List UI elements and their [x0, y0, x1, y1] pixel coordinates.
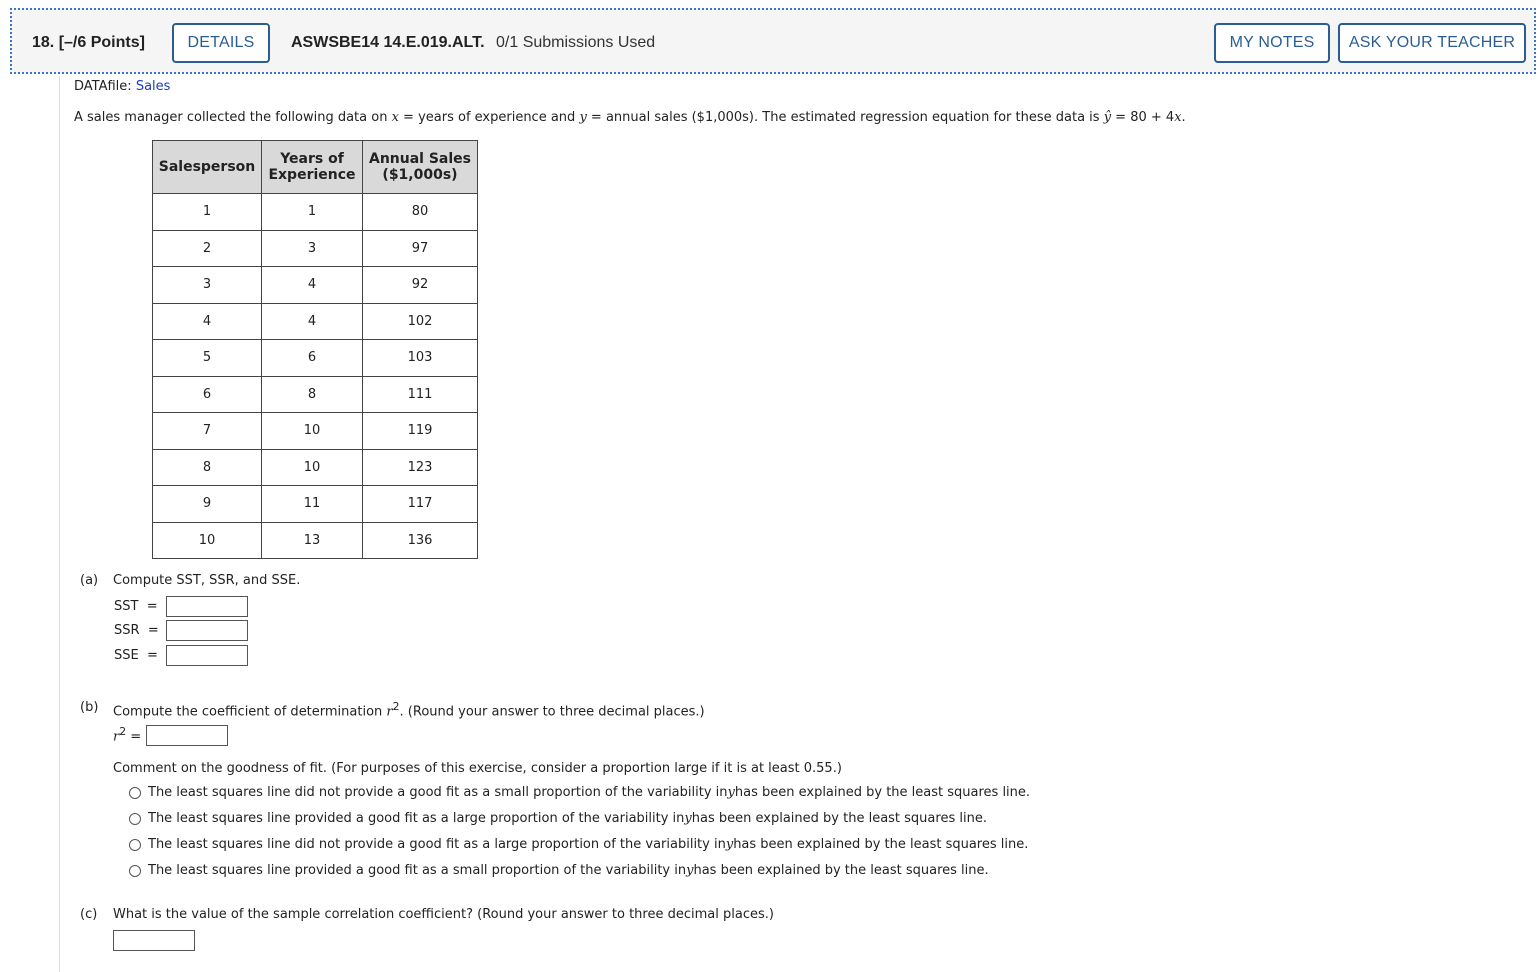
- col-years-experience: Years of Experience: [262, 141, 363, 194]
- table-cell: 5: [153, 340, 262, 377]
- content-left-rule: [59, 76, 60, 972]
- my-notes-button[interactable]: MY NOTES: [1214, 23, 1330, 63]
- fit-option-3[interactable]: The least squares line did not provide a good fit as a large proportion of the variability in y has been explained by the least squares line.: [129, 837, 1028, 852]
- sse-label: SSE =: [114, 648, 158, 663]
- radio-button[interactable]: [129, 839, 141, 851]
- table-header-row: [153, 141, 478, 194]
- table-cell: 119: [363, 413, 478, 450]
- table-cell: 6: [153, 376, 262, 413]
- ssr-label: SSR =: [114, 623, 159, 638]
- table-cell: 103: [363, 340, 478, 377]
- table-row: [153, 303, 478, 340]
- assignment-code: ASWSBE14 14.E.019.ALT.: [291, 34, 485, 51]
- sse-input[interactable]: [166, 645, 248, 666]
- r-squared-label: $r^2$ =: [113, 725, 142, 745]
- part-a-prompt: Compute SST, SSR, and SSE.: [113, 573, 301, 588]
- table-row: [153, 340, 478, 377]
- details-button[interactable]: DETAILS: [172, 23, 270, 63]
- table-cell: 136: [363, 522, 478, 559]
- col-salesperson: Salesperson: [153, 141, 262, 194]
- ssr-input[interactable]: [166, 620, 248, 641]
- table-cell: 97: [363, 230, 478, 267]
- table-cell: 1: [153, 194, 262, 231]
- table-cell: 92: [363, 267, 478, 304]
- table-cell: 10: [262, 413, 363, 450]
- table-cell: 7: [153, 413, 262, 450]
- table-cell: 4: [153, 303, 262, 340]
- datafile-line: DATAfile: Sales: [74, 79, 171, 94]
- table-cell: 4: [262, 303, 363, 340]
- fit-option-2[interactable]: The least squares line provided a good fit as a large proportion of the variability in y has been explained by the least squares line.: [129, 811, 987, 826]
- problem-statement: A sales manager collected the following data on x = years of experience and y = annual sales ($1,000s). The estimated regression equation for these data is ŷ = 80 + 4x.: [74, 110, 1186, 125]
- table-row: [153, 449, 478, 486]
- radio-button[interactable]: [129, 865, 141, 877]
- table-cell: 10: [153, 522, 262, 559]
- table-cell: 117: [363, 486, 478, 523]
- submissions-used: 0/1 Submissions Used: [496, 34, 656, 51]
- ask-your-teacher-button[interactable]: ASK YOUR TEACHER: [1338, 23, 1526, 63]
- sst-label: SST =: [114, 599, 158, 614]
- table-row: [153, 194, 478, 231]
- question-header: [10, 8, 1536, 74]
- fit-option-1[interactable]: The least squares line did not provide a good fit as a small proportion of the variability in y has been explained by the least squares line.: [129, 785, 1030, 800]
- table-cell: 4: [262, 267, 363, 304]
- col-annual-sales: Annual Sales ($1,000s): [363, 141, 478, 194]
- part-c-prompt: What is the value of the sample correlation coefficient? (Round your answer to three decimal places.): [113, 907, 774, 922]
- table-cell: 1: [262, 194, 363, 231]
- part-a-label: (a): [80, 573, 99, 588]
- table-row: [153, 413, 478, 450]
- goodness-of-fit-prompt: Comment on the goodness of fit. (For purposes of this exercise, consider a proportion large if it is at least 0.55.): [113, 761, 842, 776]
- table-cell: 3: [153, 267, 262, 304]
- table-cell: 8: [153, 449, 262, 486]
- table-cell: 111: [363, 376, 478, 413]
- table-cell: 102: [363, 303, 478, 340]
- datafile-link[interactable]: Sales: [135, 79, 171, 94]
- part-c-label: (c): [80, 907, 98, 922]
- r-squared-input[interactable]: [146, 725, 228, 746]
- table-cell: 3: [262, 230, 363, 267]
- table-row: [153, 486, 478, 523]
- table-cell: 8: [262, 376, 363, 413]
- table-cell: 13: [262, 522, 363, 559]
- table-row: [153, 522, 478, 559]
- part-b-prompt: Compute the coefficient of determination $r^2$. (Round your answer to three decimal places.): [113, 700, 705, 720]
- sst-input[interactable]: [166, 596, 248, 617]
- table-row: [153, 267, 478, 304]
- table-row: [153, 376, 478, 413]
- correlation-input[interactable]: [113, 930, 195, 951]
- radio-button[interactable]: [129, 787, 141, 799]
- table-row: [153, 230, 478, 267]
- table-cell: 2: [153, 230, 262, 267]
- fit-option-4[interactable]: The least squares line provided a good fit as a small proportion of the variability in y has been explained by the least squares line.: [129, 863, 989, 878]
- data-table: [152, 140, 478, 559]
- table-cell: 9: [153, 486, 262, 523]
- table-cell: 10: [262, 449, 363, 486]
- points-label: [–/6 Points]: [58, 34, 145, 51]
- part-b-label: (b): [80, 700, 99, 715]
- table-cell: 6: [262, 340, 363, 377]
- table-cell: 80: [363, 194, 478, 231]
- table-cell: 11: [262, 486, 363, 523]
- question-number: 18. [–/6 Points]: [32, 34, 145, 51]
- radio-button[interactable]: [129, 813, 141, 825]
- table-cell: 123: [363, 449, 478, 486]
